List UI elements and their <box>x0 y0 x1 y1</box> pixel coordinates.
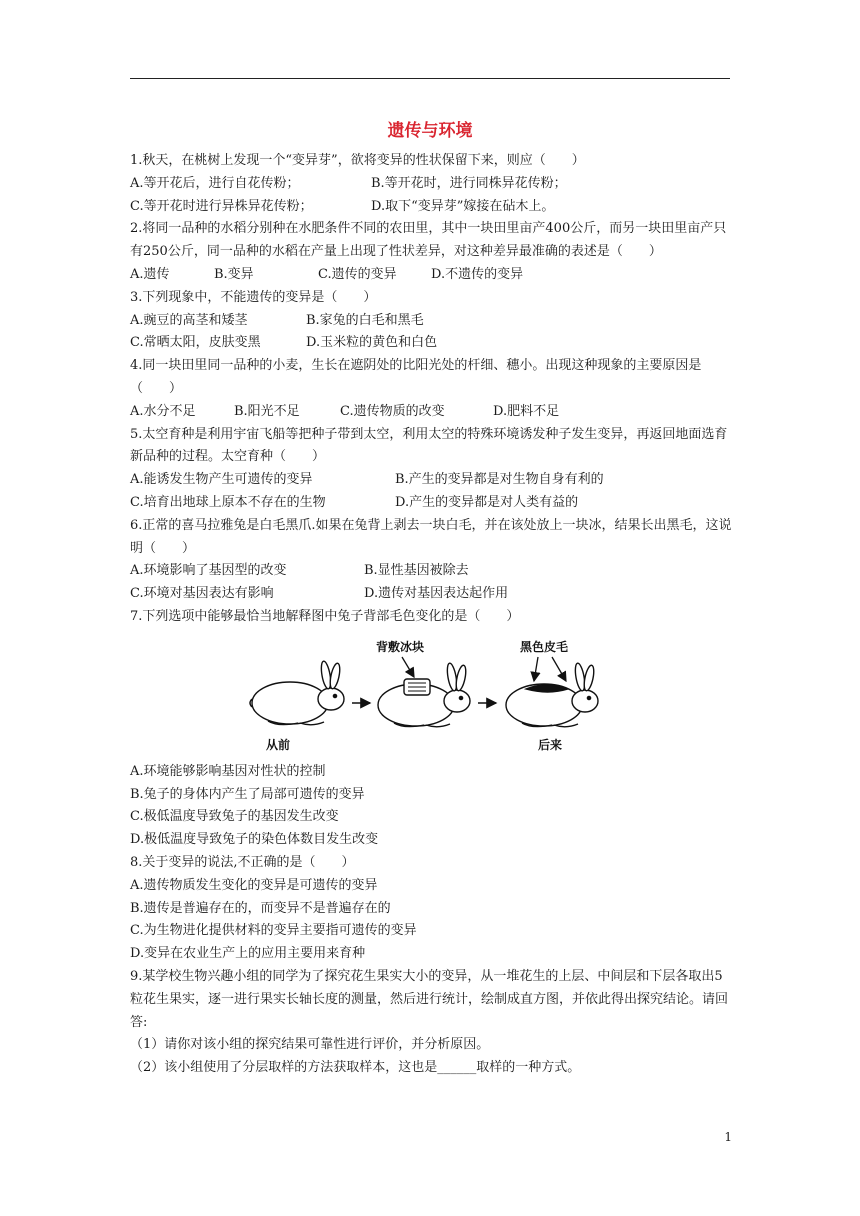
question-stem: 7.下列选项中能够最恰当地解释图中兔子背部毛色变化的是（ ） <box>130 608 520 624</box>
option: B.家兔的白毛和黑毛 <box>306 312 424 328</box>
option: A.豌豆的高茎和矮茎 <box>130 312 248 328</box>
option: C.遗传的变异 <box>318 266 397 282</box>
option: A.等开花后，进行自花传粉； <box>130 175 300 191</box>
option-row <box>130 264 735 287</box>
option-row <box>130 560 735 583</box>
rabbit-after-icon <box>506 662 598 726</box>
question-stem: 4.同一块田里同一品种的小麦，生长在遮阴处的比阳光处的杆细、穗小。出现这种现象的主要原因是（ ） <box>130 358 702 396</box>
rabbit-before-icon <box>250 660 344 724</box>
option-row <box>130 196 735 219</box>
question-stem: 1.秋天，在桃树上发现一个“变异芽”，欲将变异的性状保留下来，则应（ ） <box>130 153 585 168</box>
option: C.极低温度导致兔子的基因发生改变 <box>130 809 339 825</box>
option-row <box>130 310 735 333</box>
question-stem: 8.关于变异的说法,不正确的是（ ） <box>130 854 355 870</box>
rabbit-figure <box>130 631 735 761</box>
rabbit-ice-icon <box>378 662 470 726</box>
option: C.培育出地球上原本不存在的生物 <box>130 494 326 510</box>
sub-question: （1）请你对该小组的探究结果可靠性进行评价，并分析原因。 <box>130 1037 490 1053</box>
header-rule <box>130 78 730 79</box>
question-stem: 6.正常的喜马拉雅兔是白毛黑爪.如果在兔背上剥去一块白毛，并在该处放上一块冰，结果长出黑毛，这说明（ ） <box>130 517 732 556</box>
option: D.遗传对基因表达起作用 <box>364 586 509 602</box>
option: A.能诱发生物产生可遗传的变异 <box>130 472 313 488</box>
label-after: 后来 <box>538 737 563 752</box>
option: B.等开花时，进行同株异花传粉； <box>371 175 567 191</box>
option: D.变异在农业生产上的应用主要用来育种 <box>130 946 366 962</box>
option: B.显性基因被除去 <box>364 563 469 579</box>
option: D.极低温度导致兔子的染色体数目发生改变 <box>130 832 379 848</box>
option: C.等开花时进行异株异花传粉； <box>130 198 313 214</box>
option-row <box>130 332 735 355</box>
option-row <box>130 401 735 424</box>
option-row <box>130 583 735 606</box>
question-stem: 2.将同一品种的水稻分别种在水肥条件不同的农田里，其中一块田里亩产400公斤，而另一块田里亩产只有250公斤，同一品种的水稻在产量上出现了性状差异，对这种差异最准确的表述是（ ） <box>130 221 727 260</box>
option: C.常晒太阳，皮肤变黑 <box>130 335 261 351</box>
option-row <box>130 492 735 515</box>
option: A.环境能够影响基因对性状的控制 <box>130 763 326 779</box>
question-list <box>130 150 735 1080</box>
question-stem: 3.下列现象中，不能遗传的变异是（ ） <box>130 289 377 305</box>
option: A.环境影响了基因型的改变 <box>130 563 287 579</box>
option-row <box>130 173 735 196</box>
page-title: 遗传与环境 <box>387 121 473 141</box>
question-stem: 9.某学校生物兴趣小组的同学为了探究花生果实大小的变异，从一堆花生的上层、中间层和下层各取出5粒花生果实，逐一进行果实长轴长度的测量，然后进行统计，绘制成直方图，并依此得出探究结论。请回答: <box>130 968 729 1030</box>
black-fur-pointer-arrow <box>552 657 566 681</box>
label-ice: 背敷冰块 <box>376 639 425 654</box>
option: C.为生物进化提供材料的变异主要指可遗传的变异 <box>130 923 417 939</box>
option: B.阳光不足 <box>234 403 300 419</box>
option: D.玉米粒的黄色和白色 <box>306 335 438 351</box>
option: C.遗传物质的改变 <box>340 403 445 419</box>
option: A.水分不足 <box>130 403 196 419</box>
label-before: 从前 <box>266 737 291 752</box>
page-number: 1 <box>724 1130 732 1144</box>
option: D.不遗传的变异 <box>431 266 524 282</box>
option: D.产生的变异都是对人类有益的 <box>395 494 579 510</box>
option: A.遗传物质发生变化的变异是可遗传的变异 <box>130 877 378 893</box>
sub-question: （2）该小组使用了分层取样的方法获取样本，这也是______取样的一种方式。 <box>130 1060 581 1076</box>
question-stem: 5.太空育种是利用宇宙飞船等把种子带到太空，利用太空的特殊环境诱发种子发生变异，再返回地面选育新品种的过程。太空育种（ ） <box>130 426 728 465</box>
ice-pointer-arrow <box>402 657 414 677</box>
option: B.产生的变异都是对生物自身有利的 <box>395 472 604 488</box>
option-row <box>130 469 735 492</box>
option: B.遗传是普遍存在的，而变异不是普遍存在的 <box>130 900 391 916</box>
option: D.取下“变异芽”嫁接在砧木上。 <box>371 198 555 214</box>
option: A.遗传 <box>130 266 170 282</box>
option: B.变异 <box>214 266 254 282</box>
label-black-fur: 黑色皮毛 <box>520 639 569 654</box>
option: C.环境对基因表达有影响 <box>130 586 274 602</box>
option: B.兔子的身体内产生了局部可遗传的变异 <box>130 786 365 802</box>
option: D.肥料不足 <box>493 403 560 419</box>
black-fur-pointer-arrow <box>534 657 538 681</box>
rabbit-illustration <box>238 631 618 759</box>
